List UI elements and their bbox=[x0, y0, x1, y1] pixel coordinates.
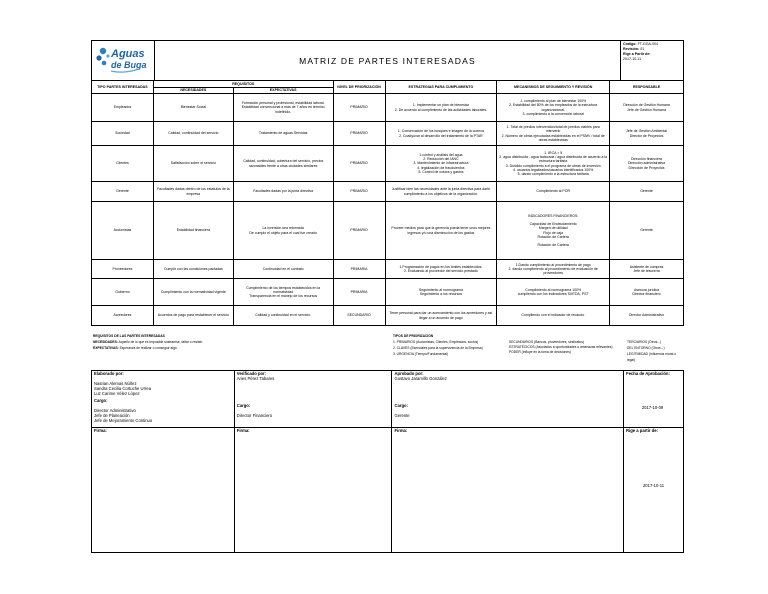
cell-nivel: PRIMARIO bbox=[333, 182, 385, 202]
tipo-terc: TERCIARIOS (Otros...) bbox=[627, 340, 662, 344]
rige-partir-label: Rige a partir de: bbox=[626, 428, 658, 434]
elaborado-names: Nasrian Alemas Núñez Sandra Cecilia Cortuche Urrea Luz Carime Vélez López bbox=[94, 381, 152, 396]
cell-estrategias: 1.control y análisis del agua 2. Reducción del IANC 3. Mantenimiento de infraestructura 4. legalización de fraudulentos 5. Control de costos y gastos bbox=[385, 146, 497, 182]
elaborado-cargo: Director Administrativo Jefe de Planeación Jefe de Mejoramiento Continuo bbox=[94, 408, 153, 423]
col-header-tipo: TIPO PARTES INTERESADAS bbox=[92, 81, 154, 94]
cell-estrategias: 1. Implementar un plan de bienestar 2. De acuerdo al cumplimiento de las actividades laborales. bbox=[385, 94, 497, 122]
verificado-cargo-label: Cargo: bbox=[236, 403, 251, 408]
cell-responsable: Asistente de compras Jefe de tesorería bbox=[610, 260, 684, 279]
cell-necesidades: Satisfacción sobre el servicio bbox=[153, 146, 233, 182]
revision-value: 01 bbox=[640, 47, 645, 51]
fecha-aprobacion-value: 2017-10-09 bbox=[641, 405, 664, 410]
cell-tipo: Gerente bbox=[92, 182, 154, 202]
cell-mecanismos: 1.Dando cumplimiento al procedimiento de pago 2. dando cumplimiento al procedimiento de evaluación de proveedores bbox=[497, 260, 610, 279]
matrix-row bbox=[92, 202, 684, 260]
tipo-entorno: DEL ENTORNO (Otros...) bbox=[627, 346, 665, 350]
tipo-3: 3. URGENCIA (Tiempo/Fundamental) bbox=[393, 352, 449, 356]
cell-tipo: Proveedores bbox=[92, 260, 154, 279]
matrix-row bbox=[92, 146, 684, 182]
cell-necesidades: Cumplimiento con la normatividad vigente bbox=[153, 279, 233, 306]
cell-nivel: PRIMARIA bbox=[333, 260, 385, 279]
aprobado-cargo-label: Cargo: bbox=[394, 403, 408, 408]
cell-nivel: PRIMARIO bbox=[333, 94, 385, 122]
cell-expectativas: Cumplimiento de los tiempos establecidos en la normatividad Transparencia en el manejo de los recursos bbox=[233, 279, 333, 306]
cell-mecanismos: Cumplimiento al normograma 100% cumpliendo con los indicadores SIIITDA, PST bbox=[497, 279, 610, 306]
verificado-firma-label: Firma: bbox=[236, 428, 250, 434]
cell-nivel: PRIMARIO bbox=[333, 202, 385, 260]
col-header-nivel: NIVEL DE PRIORIZACIÓN bbox=[333, 81, 385, 94]
verificado-name: Aries Pérez Tabares bbox=[236, 376, 275, 381]
cell-expectativas: La inversión sea retornada De cumplo el objeto para el cual fue creado bbox=[233, 202, 333, 260]
cell-expectativas: Calidad y continuidad en el servicio. bbox=[233, 306, 333, 326]
codigo-label: Código: bbox=[623, 42, 637, 46]
logo-cell bbox=[92, 41, 155, 81]
priorizacion-legend bbox=[393, 333, 683, 363]
cell-mecanismos: Cumplimiento al POR bbox=[497, 182, 610, 202]
tipo-sec: SECUNDARIOS (Bancos, proveedores, sindicatos) bbox=[509, 340, 584, 344]
elaborado-cargo-label: Cargo: bbox=[94, 398, 108, 403]
col-header-expectativas: EXPECTATIVAS bbox=[233, 88, 333, 94]
cell-necesidades: Calidad, continuidad del servicio bbox=[153, 122, 233, 146]
logo-text-1: Aguas bbox=[111, 48, 145, 60]
cell-tipo: Acreedores bbox=[92, 306, 154, 326]
cell-necesidades: Estabilidad financiera bbox=[153, 202, 233, 260]
cell-mecanismos: 1. cumplimiento al plan de bienestar 100% 2. Estabilidad del 80% de los empleados de la estructura organizacional. 3. cumplimiento a la convención laboral bbox=[497, 94, 610, 122]
matrix-row bbox=[92, 279, 684, 306]
rige-label: Rige a Partir de: bbox=[623, 52, 651, 56]
cell-necesidades: Cumplir con las condiciones pactadas bbox=[153, 260, 233, 279]
matrix-row bbox=[92, 306, 684, 326]
logo-text-2: de Buga bbox=[111, 60, 147, 70]
tipo-2: 2. CLAVES (Esenciales para la supervivencia de la Empresa) bbox=[393, 346, 483, 350]
cell-mecanismos: INDICADORES FINANCIEROS: Capacidad de Endeudamiento Margen de utilidad Flujo de caja Rotación de Cartera Rotación de Cartera bbox=[497, 202, 610, 260]
aguas-de-buga-logo bbox=[94, 41, 150, 75]
col-header-necesidades: NECESIDADES bbox=[153, 88, 233, 94]
cell-tipo: Accionistas bbox=[92, 202, 154, 260]
matrix-row bbox=[92, 260, 684, 279]
signatures-table bbox=[91, 370, 684, 553]
tipo-poder: PODER (Influye en la toma de decisiones) bbox=[509, 350, 571, 354]
cell-responsable: Jefe de Gestión Ambiental Director de Proyectos bbox=[610, 122, 684, 146]
cell-expectativas: Facultades dadas por la junta directiva bbox=[233, 182, 333, 202]
cell-responsable: Director Administrativo bbox=[610, 306, 684, 326]
matrix-row bbox=[92, 122, 684, 146]
revision-label: Revisión: bbox=[623, 47, 640, 51]
tipo-legit: LEGITIMIDAD (Influencia moral o legal) bbox=[627, 352, 677, 362]
cell-tipo: Sociedad bbox=[92, 122, 154, 146]
necesidades-text: Aquello de lo que es imposible sustraerse, faltar o resistir. bbox=[118, 340, 203, 344]
cell-expectativas: Formación personal y profesional, estabilidad laboral. Estabilidad convencional a más de 7 años en término indefinido. bbox=[233, 94, 333, 122]
cell-estrategias: Proveer medios para que la gerencia pueda tener unos mejores ingresos y/o una disminución de los gastos bbox=[385, 202, 497, 260]
cell-mecanismos: 1. IRCA < 5 2. agua distribuida - agua facturada / agua distribuida de acuerdo a la estructura tarifaria 3. Dividido cumplimiento a el programa de obras de inversión 4. usuarios legalizados/usuarios identificados 100% 5. dando cumplimiento a la estructura tarifaria bbox=[497, 146, 610, 182]
requisitos-legend-title: REQUISITOS DE LAS PARTES INTERESADAS bbox=[93, 334, 165, 338]
codigo-value: FT-GGA-004 bbox=[637, 42, 659, 46]
document-header bbox=[91, 40, 684, 81]
aprobado-label: Aprobado por: bbox=[394, 371, 424, 376]
cell-necesidades: Bienestar Social bbox=[153, 94, 233, 122]
elaborado-label: Elaborado por: bbox=[94, 371, 124, 376]
col-header-responsable: RESPONSABLE bbox=[610, 81, 684, 94]
verificado-cargo: Director Financiero bbox=[236, 413, 273, 418]
rige-value: 2017-10-11 bbox=[623, 57, 642, 61]
rige-partir-value: 2017-10-11 bbox=[642, 483, 665, 489]
elaborado-firma-label: Firma: bbox=[94, 428, 107, 434]
col-header-requisitos: REQUISITOS bbox=[153, 81, 333, 88]
cell-nivel: PRIMARIO bbox=[333, 122, 385, 146]
cell-responsable: Asesora jurídica Director financiero bbox=[610, 279, 684, 306]
col-header-mecanismos: MECANISMOS DE SEGUIMIENTO Y REVISIÓN bbox=[497, 81, 610, 94]
cell-estrategias: 1. Conservación de los bosques e imagen de la cuenca 2. Coadyuvar al desarrollo del tratamiento de la PTAR bbox=[385, 122, 497, 146]
tipos-legend-title: TIPOS DE PRIORIZACIÓN bbox=[393, 334, 434, 338]
expectativas-label: EXPECTATIVAS: bbox=[93, 346, 119, 350]
expectativas-text: Esperanza de realizar o conseguir algo. bbox=[119, 346, 178, 350]
stakeholder-matrix bbox=[91, 80, 684, 326]
cell-tipo: Empleados bbox=[92, 94, 154, 122]
cell-tipo: Gobierno bbox=[92, 279, 154, 306]
cell-responsable: Gerente bbox=[610, 182, 684, 202]
fecha-aprobacion-label: Fecha de Aprobación: bbox=[626, 371, 670, 376]
cell-tipo: Clientes bbox=[92, 146, 154, 182]
cell-necesidades: Acuerdos de pago para restablecer el servicio bbox=[153, 306, 233, 326]
cell-estrategias: Tener personal para dar un acercamiento con los acreedores y así llegar a un acuerdo de pago bbox=[385, 306, 497, 326]
aprobado-firma-label: Firma: bbox=[394, 428, 408, 434]
cell-responsable: Gerente bbox=[610, 202, 684, 260]
cell-nivel: PRIMARIO bbox=[333, 146, 385, 182]
cell-expectativas: Tratamiento de aguas Servidas bbox=[233, 122, 333, 146]
cell-estrategias: Seguimiento al normograma Seguimiento a los recursos bbox=[385, 279, 497, 306]
cell-necesidades: Facultades dadas dentro de los estatutos de la empresa bbox=[153, 182, 233, 202]
cell-responsable: Dirección financiera Dirección administrativa Dirección de Proyectos bbox=[610, 146, 684, 182]
cell-responsable: Dirección de Gestión Humana Jefe de Gestión Humana bbox=[610, 94, 684, 122]
cell-mecanismos: 1. Total de predios intervenidos/total de predios viables para intervenir 2. Número de obras ejecutadas establecidas en el PSMV / total de obras establecidas bbox=[497, 122, 610, 146]
necesidades-label: NECESIDADES: bbox=[93, 340, 118, 344]
tipo-estr: ESTRATÉGICOS (Asociados a oportunidades o amenazas relevantes) bbox=[509, 345, 613, 349]
cell-estrategias: Justificar bien las necesidades ante la junta directiva para darle cumplimiento a los objetivos de la organización. bbox=[385, 182, 497, 202]
cell-nivel: SECUNDARIO bbox=[333, 306, 385, 326]
aprobado-name: Gustavo Jaramillo González bbox=[394, 376, 447, 381]
matrix-row bbox=[92, 94, 684, 122]
cell-nivel: PRIMARIA bbox=[333, 279, 385, 306]
document-meta bbox=[621, 41, 684, 81]
cell-mecanismos: Cumpliendo con el indicador de recaudo. bbox=[497, 306, 610, 326]
requisitos-legend bbox=[93, 333, 393, 351]
col-header-estrategias: ESTRATEGIAS PARA CUMPLIMIENTO bbox=[385, 81, 497, 94]
cell-expectativas: Continuidad en el contrato bbox=[233, 260, 333, 279]
cell-expectativas: Calidad, continuidad, cobertura del servicio, precios razonables frente a otras ciudades similares bbox=[233, 146, 333, 182]
matrix-row bbox=[92, 182, 684, 202]
cell-estrategias: 1.Programación de pagos en los límites establecidos. 2. Evaluando al proveedor del servicio prestado bbox=[385, 260, 497, 279]
aprobado-cargo: Gerente bbox=[394, 413, 410, 418]
verificado-label: Verificado por: bbox=[236, 371, 267, 376]
page-title: MATRIZ DE PARTES INTERESADAS bbox=[155, 41, 621, 81]
tipo-1: 1. PRIMARIOS (Accionistas, Clientes, Empleados, socios) bbox=[393, 340, 479, 344]
